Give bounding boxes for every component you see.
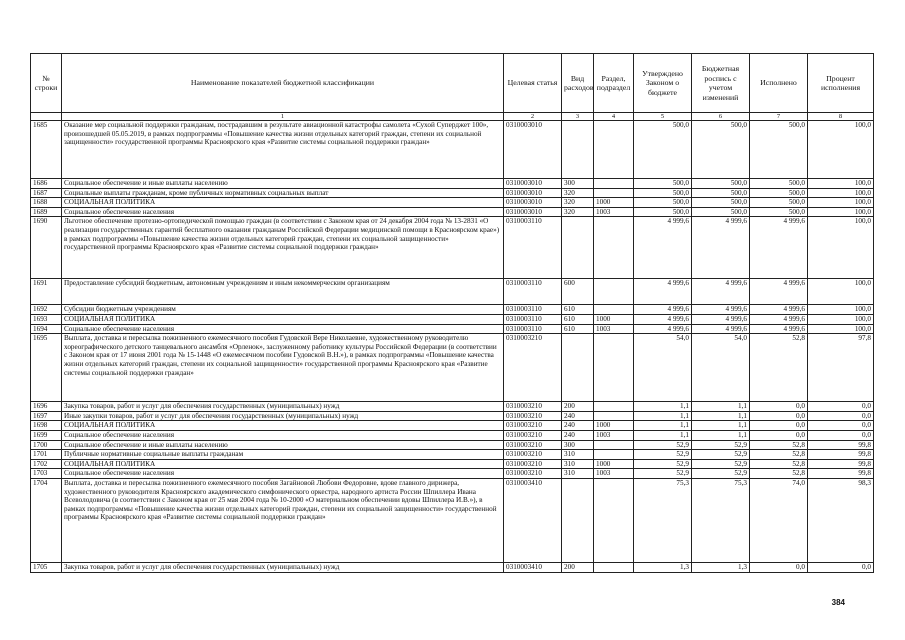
execution-percent: 100,0 [808, 279, 874, 305]
target-article: 0310003210 [504, 469, 562, 479]
budget-schedule-amount: 52,9 [692, 459, 750, 469]
row-number: 1685 [31, 121, 62, 179]
indicator-name: Социальное обеспечение населения [62, 430, 504, 440]
executed-amount: 4 999,6 [750, 217, 808, 279]
expense-type: 320 [562, 207, 594, 217]
budget-schedule-amount: 54,0 [692, 334, 750, 402]
approved-amount: 4 999,6 [634, 324, 692, 334]
column-number: 7 [750, 113, 808, 121]
row-number: 1703 [31, 469, 62, 479]
row-number: 1693 [31, 314, 62, 324]
indicator-name: Субсидии бюджетным учреждениям [62, 305, 504, 315]
header-section: Раздел, подраздел [594, 54, 634, 113]
target-article: 0310003010 [504, 179, 562, 189]
execution-percent: 99,8 [808, 469, 874, 479]
column-number [31, 113, 62, 121]
execution-percent: 0,0 [808, 421, 874, 431]
target-article: 0310003010 [504, 198, 562, 208]
indicator-name: Закупка товаров, работ и услуг для обеспечения государственных (муниципальных) нужд [62, 402, 504, 412]
header-expense-type: Вид расходов [562, 54, 594, 113]
column-number: 2 [504, 113, 562, 121]
expense-type: 320 [562, 198, 594, 208]
section-code: 1000 [594, 198, 634, 208]
table-row [31, 469, 874, 479]
executed-amount: 74,0 [750, 478, 808, 562]
section-code [594, 279, 634, 305]
expense-type [562, 334, 594, 402]
table-row [31, 411, 874, 421]
budget-schedule-amount: 1,1 [692, 402, 750, 412]
execution-percent: 99,8 [808, 440, 874, 450]
section-code [594, 562, 634, 572]
execution-percent: 97,8 [808, 334, 874, 402]
table-row [31, 305, 874, 315]
row-number: 1686 [31, 179, 62, 189]
row-number: 1688 [31, 198, 62, 208]
executed-amount: 0,0 [750, 411, 808, 421]
execution-percent: 100,0 [808, 179, 874, 189]
column-number: 8 [808, 113, 874, 121]
expense-type: 310 [562, 459, 594, 469]
target-article: 0310003110 [504, 314, 562, 324]
row-number: 1694 [31, 324, 62, 334]
executed-amount: 0,0 [750, 402, 808, 412]
indicator-name: Иные закупки товаров, работ и услуг для обеспечения государственных (муниципальных) нужд [62, 411, 504, 421]
execution-percent: 100,0 [808, 198, 874, 208]
row-number: 1689 [31, 207, 62, 217]
expense-type: 610 [562, 305, 594, 315]
table-row [31, 217, 874, 279]
section-code: 1003 [594, 207, 634, 217]
expense-type: 240 [562, 430, 594, 440]
expense-type [562, 478, 594, 562]
indicator-name: Социальное обеспечение населения [62, 207, 504, 217]
approved-amount: 1,3 [634, 562, 692, 572]
approved-amount: 1,1 [634, 411, 692, 421]
column-number: 1 [62, 113, 504, 121]
column-number: 5 [634, 113, 692, 121]
column-number: 3 [562, 113, 594, 121]
section-code: 1000 [594, 421, 634, 431]
section-code [594, 334, 634, 402]
indicator-name: Закупка товаров, работ и услуг для обеспечения государственных (муниципальных) нужд [62, 562, 504, 572]
approved-amount: 52,9 [634, 469, 692, 479]
execution-percent: 100,0 [808, 305, 874, 315]
row-number: 1695 [31, 334, 62, 402]
target-article: 0310003410 [504, 478, 562, 562]
table-row [31, 459, 874, 469]
page-number: 384 [831, 598, 845, 607]
indicator-name: СОЦИАЛЬНАЯ ПОЛИТИКА [62, 459, 504, 469]
executed-amount: 52,8 [750, 334, 808, 402]
expense-type: 610 [562, 314, 594, 324]
row-number: 1691 [31, 279, 62, 305]
target-article: 0310003210 [504, 334, 562, 402]
section-code [594, 179, 634, 189]
header-target-article: Целевая статья [504, 54, 562, 113]
execution-percent: 100,0 [808, 217, 874, 279]
approved-amount: 54,0 [634, 334, 692, 402]
execution-percent: 100,0 [808, 207, 874, 217]
target-article: 0310003110 [504, 324, 562, 334]
indicator-name: Оказание мер социальной поддержки гражданам, пострадавшим в результате авиационной катастрофы самолета «Сухой Суперджет 100», произошедшей 05.05.2019, в рамках подпрограммы «Повышение качества жизни отдельных категорий граждан, степени их социальной защищенности» государственной программы Красноярского края «Развитие системы социальной поддержки граждан» [62, 121, 504, 179]
approved-amount: 75,3 [634, 478, 692, 562]
table-row [31, 324, 874, 334]
approved-amount: 52,9 [634, 450, 692, 460]
executed-amount: 500,0 [750, 198, 808, 208]
executed-amount: 52,8 [750, 440, 808, 450]
section-code [594, 440, 634, 450]
section-code [594, 402, 634, 412]
header-indicator-name: Наименование показателей бюджетной классификации [62, 54, 504, 113]
indicator-name: Публичные нормативные социальные выплаты гражданам [62, 450, 504, 460]
approved-amount: 500,0 [634, 188, 692, 198]
target-article: 0310003210 [504, 402, 562, 412]
indicator-name: Социальное обеспечение населения [62, 324, 504, 334]
executed-amount: 0,0 [750, 421, 808, 431]
execution-percent: 100,0 [808, 188, 874, 198]
approved-amount: 500,0 [634, 121, 692, 179]
budget-schedule-amount: 52,9 [692, 440, 750, 450]
target-article: 0310003210 [504, 450, 562, 460]
target-article: 0310003010 [504, 188, 562, 198]
header-approved: Утверждено Законом о бюджете [634, 54, 692, 113]
execution-percent: 99,8 [808, 450, 874, 460]
expense-type [562, 217, 594, 279]
expense-type: 300 [562, 179, 594, 189]
row-number: 1692 [31, 305, 62, 315]
indicator-name: Социальное обеспечение и иные выплаты населению [62, 179, 504, 189]
budget-schedule-amount: 52,9 [692, 469, 750, 479]
row-number: 1699 [31, 430, 62, 440]
approved-amount: 52,9 [634, 440, 692, 450]
expense-type: 310 [562, 450, 594, 460]
target-article: 0310003210 [504, 430, 562, 440]
table-row [31, 562, 874, 572]
row-number: 1702 [31, 459, 62, 469]
expense-type: 240 [562, 421, 594, 431]
expense-type: 610 [562, 324, 594, 334]
budget-schedule-amount: 1,1 [692, 421, 750, 431]
approved-amount: 4 999,6 [634, 217, 692, 279]
table-row [31, 121, 874, 179]
indicator-name: Социальное обеспечение населения [62, 469, 504, 479]
approved-amount: 1,1 [634, 430, 692, 440]
column-number: 4 [594, 113, 634, 121]
executed-amount: 4 999,6 [750, 324, 808, 334]
row-number: 1697 [31, 411, 62, 421]
indicator-name: Социальные выплаты гражданам, кроме публичных нормативных социальных выплат [62, 188, 504, 198]
table-row [31, 198, 874, 208]
budget-schedule-amount: 52,9 [692, 450, 750, 460]
executed-amount: 52,8 [750, 469, 808, 479]
expense-type: 200 [562, 562, 594, 572]
executed-amount: 500,0 [750, 188, 808, 198]
budget-schedule-amount: 4 999,6 [692, 324, 750, 334]
expense-type: 310 [562, 469, 594, 479]
section-code: 1003 [594, 324, 634, 334]
approved-amount: 500,0 [634, 198, 692, 208]
indicator-name: Предоставление субсидий бюджетным, автономным учреждениям и иным некоммерческим организациям [62, 279, 504, 305]
table-row [31, 314, 874, 324]
execution-percent: 100,0 [808, 324, 874, 334]
execution-percent: 0,0 [808, 402, 874, 412]
expense-type: 300 [562, 440, 594, 450]
header-percent: Процент исполнения [808, 54, 874, 113]
budget-schedule-amount: 500,0 [692, 179, 750, 189]
target-article: 0310003410 [504, 562, 562, 572]
table-row [31, 402, 874, 412]
target-article: 0310003210 [504, 421, 562, 431]
approved-amount: 4 999,6 [634, 305, 692, 315]
target-article: 0310003010 [504, 207, 562, 217]
indicator-name: Социальное обеспечение и иные выплаты населению [62, 440, 504, 450]
header-budget-schedule: Бюджетная роспись с учетом изменений [692, 54, 750, 113]
table-body [31, 121, 874, 573]
section-code [594, 217, 634, 279]
budget-schedule-amount: 500,0 [692, 207, 750, 217]
executed-amount: 500,0 [750, 207, 808, 217]
budget-schedule-amount: 4 999,6 [692, 279, 750, 305]
executed-amount: 4 999,6 [750, 279, 808, 305]
table-row [31, 179, 874, 189]
budget-schedule-amount: 500,0 [692, 188, 750, 198]
approved-amount: 4 999,6 [634, 279, 692, 305]
row-number: 1698 [31, 421, 62, 431]
execution-percent: 0,0 [808, 430, 874, 440]
budget-schedule-amount: 500,0 [692, 198, 750, 208]
row-number: 1696 [31, 402, 62, 412]
header-row-number: № строки [31, 54, 62, 113]
budget-schedule-amount: 4 999,6 [692, 314, 750, 324]
budget-schedule-amount: 4 999,6 [692, 305, 750, 315]
executed-amount: 52,8 [750, 450, 808, 460]
section-code: 1003 [594, 430, 634, 440]
execution-percent: 0,0 [808, 411, 874, 421]
executed-amount: 4 999,6 [750, 314, 808, 324]
column-number: 6 [692, 113, 750, 121]
executed-amount: 500,0 [750, 121, 808, 179]
budget-schedule-amount: 1,1 [692, 411, 750, 421]
table-row [31, 207, 874, 217]
budget-schedule-amount: 500,0 [692, 121, 750, 179]
budget-schedule-amount: 4 999,6 [692, 217, 750, 279]
target-article: 0310003110 [504, 305, 562, 315]
target-article: 0310003010 [504, 121, 562, 179]
row-number: 1704 [31, 478, 62, 562]
section-code: 1000 [594, 459, 634, 469]
indicator-name: Выплата, доставка и пересылка пожизненного ежемесячного пособия Загайновой Любови Федоровне, вдове главного дирижера, художественного руководителя Красноярского академического симфонического оркестра, народного артиста России Шпиллера Ивана Всеволодовича (в соответствии с Законом края от 25 мая 2004 года № 10-2000 «О материальном обеспечении вдовы Шпиллера И.В.»), в рамках подпрограммы «Повышение качества жизни отдельных категорий граждан, степени их социальной защищенности» государственной программы Красноярского края «Развитие системы социальной поддержки граждан» [62, 478, 504, 562]
section-code [594, 411, 634, 421]
section-code: 1000 [594, 314, 634, 324]
table-row [31, 334, 874, 402]
approved-amount: 1,1 [634, 421, 692, 431]
row-number: 1701 [31, 450, 62, 460]
budget-schedule-amount: 1,1 [692, 430, 750, 440]
budget-schedule-amount: 1,3 [692, 562, 750, 572]
table-row [31, 478, 874, 562]
section-code [594, 478, 634, 562]
table-row [31, 450, 874, 460]
budget-table [30, 53, 874, 573]
target-article: 0310003110 [504, 217, 562, 279]
execution-percent: 0,0 [808, 562, 874, 572]
table-row [31, 188, 874, 198]
approved-amount: 52,9 [634, 459, 692, 469]
row-number: 1705 [31, 562, 62, 572]
table-row [31, 430, 874, 440]
indicator-name: СОЦИАЛЬНАЯ ПОЛИТИКА [62, 421, 504, 431]
target-article: 0310003110 [504, 279, 562, 305]
section-code [594, 450, 634, 460]
table-row [31, 421, 874, 431]
approved-amount: 4 999,6 [634, 314, 692, 324]
execution-percent: 99,8 [808, 459, 874, 469]
budget-schedule-amount: 75,3 [692, 478, 750, 562]
section-code: 1003 [594, 469, 634, 479]
table-row [31, 440, 874, 450]
row-number: 1690 [31, 217, 62, 279]
expense-type: 200 [562, 402, 594, 412]
execution-percent: 100,0 [808, 314, 874, 324]
section-code [594, 305, 634, 315]
indicator-name: СОЦИАЛЬНАЯ ПОЛИТИКА [62, 314, 504, 324]
expense-type: 240 [562, 411, 594, 421]
header-executed: Исполнено [750, 54, 808, 113]
expense-type: 320 [562, 188, 594, 198]
execution-percent: 98,3 [808, 478, 874, 562]
executed-amount: 4 999,6 [750, 305, 808, 315]
header-row [31, 54, 874, 113]
expense-type: 600 [562, 279, 594, 305]
execution-percent: 100,0 [808, 121, 874, 179]
indicator-name: СОЦИАЛЬНАЯ ПОЛИТИКА [62, 198, 504, 208]
approved-amount: 500,0 [634, 179, 692, 189]
approved-amount: 1,1 [634, 402, 692, 412]
executed-amount: 0,0 [750, 562, 808, 572]
target-article: 0310003210 [504, 411, 562, 421]
row-number: 1700 [31, 440, 62, 450]
expense-type [562, 121, 594, 179]
indicator-name: Льготное обеспечение протезно-ортопедической помощью граждан (в соответствии с Законом края от 24 декабря 2004 года № 13-2831 «О реализации государственных гарантий бесплатного оказания гражданам Российской Федерации медицинской помощи в Красноярском крае») в рамках подпрограммы «Повышение качества жизни отдельных категорий граждан, степени их социальной защищенности» государственной программы Красноярского края «Развитие системы социальной поддержки граждан» [62, 217, 504, 279]
approved-amount: 500,0 [634, 207, 692, 217]
target-article: 0310003210 [504, 440, 562, 450]
section-code [594, 121, 634, 179]
indicator-name: Выплата, доставка и пересылка пожизненного ежемесячного пособия Гудовской Вере Николаевне, художественному руководителю хореографического детского танцевального ансамбля «Орленок», заслуженному работнику культуры Российской Федерации (в соответствии с Законом края от 17 июня 2001 года № 15-1448 «О ежемесячном пособии Гудовской В.Н.»), в рамках подпрограммы «Повышение качества жизни отдельных категорий граждан, степени их социальной защищенности» государственной программы Красноярского края «Развитие системы социальной поддержки граждан» [62, 334, 504, 402]
section-code [594, 188, 634, 198]
column-number-row [31, 113, 874, 121]
executed-amount: 52,8 [750, 459, 808, 469]
table-row [31, 279, 874, 305]
target-article: 0310003210 [504, 459, 562, 469]
executed-amount: 0,0 [750, 430, 808, 440]
executed-amount: 500,0 [750, 179, 808, 189]
row-number: 1687 [31, 188, 62, 198]
